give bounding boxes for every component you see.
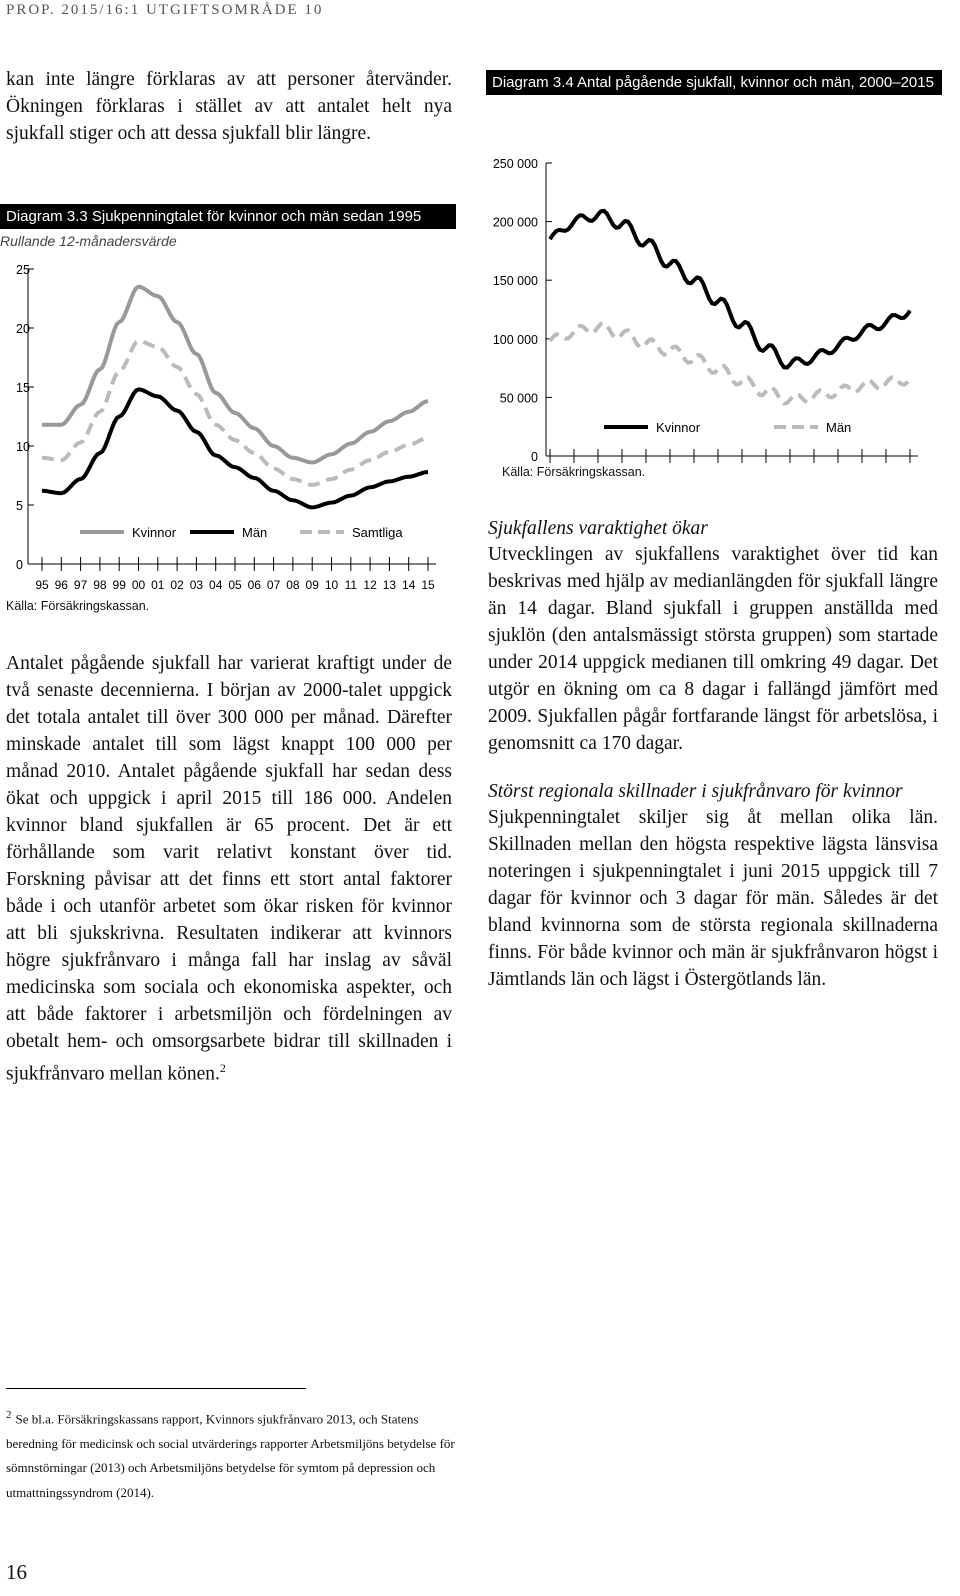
legend-label: Män	[242, 525, 268, 540]
x-tick-label: 97	[73, 578, 88, 592]
x-tick-label: 12	[363, 578, 377, 592]
diagram-3-4-chart	[486, 95, 942, 465]
footnote	[6, 1403, 458, 1505]
legend-label: Kvinnor	[132, 525, 177, 540]
y-tick-label: 10	[16, 440, 30, 454]
series-kvinnor-line	[550, 211, 910, 368]
page-number: 16	[6, 1560, 27, 1584]
x-tick-label: 07	[266, 578, 281, 592]
y-tick-label: 15	[16, 381, 30, 395]
x-tick-label: 14	[402, 578, 416, 592]
paragraph-varaktighet: Utvecklingen av sjukfallens varaktighet över tid kan beskrivas med hjälp av medianlängden för sjukfall längre än 14 dagar. Bland sjukfall i gruppen anställda med sjuklön (den antalsmässigt största gruppen) som startade under 2014 uppgick medianen till omkring 49 dagar. Det utgör en ökning om ca 8 dagar i fallängd jämfört med 2009. Sjukfallen pågår fortfarande längst för arbetslösa, i genomsnitt ca 170 dagar.	[488, 544, 938, 754]
x-tick-label: 01	[151, 578, 165, 592]
diagram-3-3	[0, 204, 456, 613]
x-tick-label: 15	[421, 578, 435, 592]
x-tick-label: 10	[324, 578, 339, 592]
diagram-3-4	[486, 70, 942, 479]
diagram-3-4-title: Diagram 3.4 Antal pågående sjukfall, kvinnor och män, 2000–2015	[486, 70, 942, 95]
footnote-text: Se bl.a. Försäkringskassans rapport, Kvinnors sjukfrånvaro 2013, och Statens beredning för medicinsk och social utvärderings rapporter Arbetsmiljöns betydelse för sömnstörningar (2013) och Arbetsmiljöns betydelse för symtom på depression och utmattningssyndrom (2014).	[6, 1411, 455, 1500]
y-tick-label: 150 000	[492, 274, 538, 289]
y-tick-label: 250 000	[492, 157, 538, 171]
x-tick-label: 99	[112, 578, 126, 592]
x-tick-label: 11	[344, 578, 358, 592]
main-paragraph	[6, 650, 452, 1088]
y-tick-label: 25	[16, 263, 30, 277]
series-kvinnor-line	[42, 287, 428, 463]
paragraph-regionala: Sjukpenningtalet skiljer sig åt mellan olika län. Skillnaden mellan den högsta respektive lägsta länsvisa noteringen i sjukpenningtalet i juni 2015 uppgick till 7 dagar för kvinnor och 3 dagar för män. Således är det bland kvinnorna som de största regionala skillnaderna finns. För både kvinnor och män är sjukfrånvaron högst i Jämtlands län och lägst i Östergötlands län.	[488, 807, 938, 990]
y-tick-label: 0	[531, 450, 538, 464]
intro-paragraph	[6, 66, 452, 147]
x-tick-label: 04	[209, 578, 223, 592]
y-tick-label: 100 000	[492, 332, 538, 347]
y-tick-label: 50 000	[499, 391, 538, 406]
heading-regionala: Störst regionala skillnader i sjukfrånvaro för kvinnor	[488, 781, 903, 802]
legend-label: Samtliga	[352, 525, 403, 540]
intro-text: kan inte längre förklaras av att personer återvänder. Ökningen förklaras i stället av att antalet helt nya sjukfall stiger och att dessa sjukfall blir längre.	[6, 69, 452, 144]
series-mn-line	[42, 389, 428, 507]
right-text	[488, 516, 938, 993]
x-tick-label: 13	[382, 578, 397, 592]
x-tick-label: 09	[305, 578, 319, 592]
diagram-3-3-chart	[0, 249, 456, 599]
x-tick-label: 96	[54, 578, 68, 592]
legend-label: Kvinnor	[656, 420, 701, 435]
footnote-rule	[6, 1388, 306, 1389]
x-tick-label: 00	[131, 578, 146, 592]
y-tick-label: 0	[16, 558, 23, 572]
diagram-3-3-subtitle: Rullande 12-månadersvärde	[0, 233, 177, 249]
y-tick-label: 5	[16, 499, 23, 513]
diagram-3-3-title: Diagram 3.3 Sjukpenningtalet för kvinnor och män sedan 1995	[0, 204, 456, 229]
x-tick-label: 05	[228, 578, 242, 592]
legend-label: Män	[826, 420, 852, 435]
heading-varaktighet: Sjukfallens varaktighet ökar	[488, 518, 708, 539]
x-tick-label: 02	[170, 578, 184, 592]
diagram-3-3-source: Källa: Försäkringskassan.	[6, 599, 150, 613]
x-tick-label: 03	[189, 578, 204, 592]
x-tick-label: 06	[247, 578, 261, 592]
diagram-3-4-source: Källa: Försäkringskassan.	[502, 465, 646, 479]
x-tick-label: 98	[93, 578, 107, 592]
footnote-ref[interactable]: 2	[219, 1061, 226, 1075]
series-mn-line	[550, 323, 910, 404]
main-text: Antalet pågående sjukfall har varierat kraftigt under de två senaste decennierna. I början av 2000-talet uppgick det totala antalet till över 300 000 per månad. Därefter minskade antalet till som lägst knappt 100 000 per månad 2010. Antalet pågående sjukfall har sedan dess ökat och uppgick i april 2015 till 186 000. Andelen kvinnor bland sjukfallen är 65 procent. Det är ett förhållande som varit relativt konstant över tid. Forskning påvisar att det finns ett stort antal faktorer både i och utanför arbetet som ökar risken för kvinnor att bli sjukskrivna. Resultaten indikerar att kvinnors högre sjukfrånvaro i många fall har inslag av såväl medicinska som sociala och ekonomiska aspekter, och att både faktorer i arbetsmiljön och fördelningen av obetalt hem- och omsorgsarbete bidrar till skillnaden i sjukfrånvaro mellan könen.	[6, 653, 452, 1085]
x-tick-label: 08	[286, 578, 300, 592]
running-header: PROP. 2015/16:1 UTGIFTSOMRÅDE 10	[6, 2, 324, 18]
y-tick-label: 200 000	[492, 215, 538, 230]
footnote-number: 2	[6, 1409, 12, 1421]
x-tick-label: 95	[35, 578, 49, 592]
y-tick-label: 20	[16, 322, 30, 336]
